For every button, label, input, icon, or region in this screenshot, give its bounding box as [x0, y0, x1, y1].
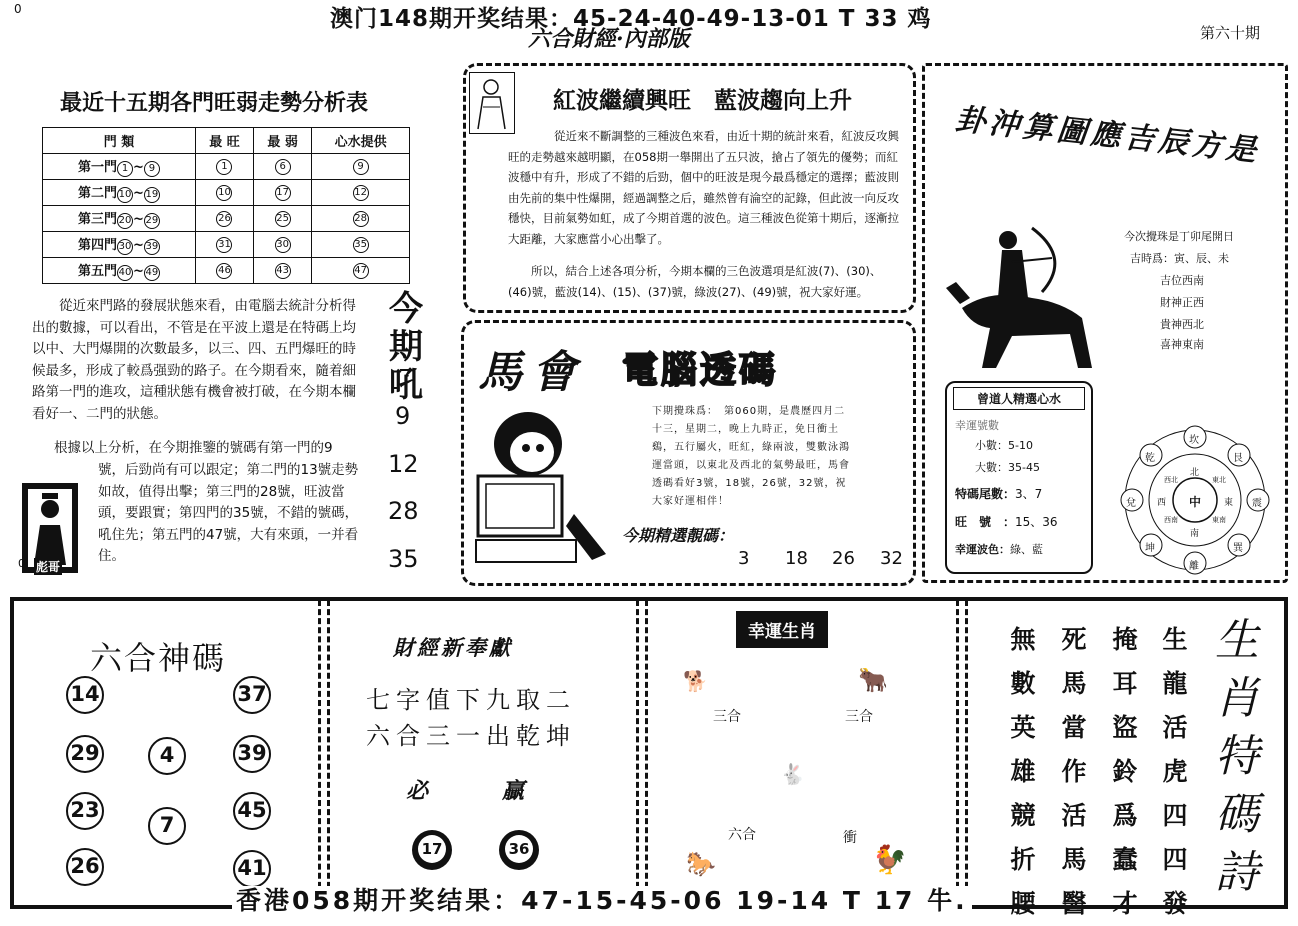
- pick-number: 32: [880, 548, 903, 569]
- tail-label: 特碼尾數：: [955, 487, 1016, 501]
- tail-value: 3、7: [1015, 487, 1043, 501]
- issue-label: 第六十期: [1200, 24, 1261, 42]
- figure-label: 0: [18, 557, 25, 570]
- divider: [636, 600, 648, 906]
- fortune-line: 財神正西: [1160, 296, 1204, 309]
- god-number: 26: [66, 848, 104, 886]
- big-label: 大數：: [975, 461, 1008, 474]
- fortune-line: 吉時爲：寅、辰、未: [1130, 252, 1229, 265]
- pick-label: 今期精選靚碼：: [622, 526, 735, 545]
- lucky-heart-card: [945, 381, 1093, 574]
- computer-text: 下期攪珠爲： 第060期，是農歷四月二十三，星期二，晚上九時正，免日衝土鷄，五行屬火，旺紅，綠兩波，雙數泳鴻運當頭，以東北及西北的氣勢最旺，馬會透碼看好3號，18號，26號，32號，祝大家好運相伴！: [652, 406, 850, 507]
- god-number: 7: [148, 807, 186, 845]
- archer-horse: [942, 218, 1114, 374]
- trend-table: [42, 127, 410, 284]
- bagua-label: 震: [1252, 498, 1262, 509]
- table-row: 第四門 30 ~ 39 31 30 35: [43, 232, 410, 258]
- fortune-line: 今次攪珠是丁卯尾開日: [1124, 230, 1234, 243]
- bagua-dir: 南: [1190, 529, 1200, 539]
- trend-paragraph-1: 從近來門路的發展狀態來看，由電腦去統計分析得出的數據，可以看出，不管是在平波上還是在特碼上均以中、大門爆開的次數最多，以三、四、五門爆旺的時候最多，形成了較爲强勁的路子。在今期看來，隨着細路第一門的進攻，這種狀態有機會被打破，在今期本欄看好一、二門的狀態。: [32, 298, 356, 422]
- col-category: 門 類: [43, 128, 196, 154]
- bagua-label: 巽: [1233, 543, 1243, 554]
- table-row: 第二門 10 ~ 19 10 17 12: [43, 180, 410, 206]
- bagua-center: 中: [1189, 495, 1202, 509]
- bagua-label: 乾: [1145, 453, 1155, 464]
- wave-paragraph-1: 從近來不斷調整的三種波色來看，由近十期的統計來看，紅波反攻興旺的走勢越來越明顯，在058期一舉開出了五只波，搶占了領先的優勢；而紅波穩中有升，形成了不錯的后勁，個中的旺波是現今最爲穩定的選擇；藍波則由先前的集中性爆開，經過調整之后，雖然曾有淪空的記錄，但此波一向反攻穩快，目前氣勢如虹，成了今期首選的波色。這三種波色從第十期后，逐漸拉大距離，大家應當小心出擊了。: [508, 129, 899, 246]
- bagua-label: 離: [1189, 561, 1199, 572]
- table-row: 第五門 40 ~ 49 46 43 47: [43, 258, 410, 284]
- zodiac-dog-icon: 🐕: [683, 669, 708, 693]
- brand-title: 六合財經·內部版: [528, 26, 690, 52]
- zodiac-label: 衝: [843, 830, 857, 846]
- bagua-label: 兌: [1126, 498, 1136, 509]
- trend-title: 最近十五期各門旺弱走勢分析表: [60, 90, 369, 116]
- table-row: 第一門 1 ~ 9 1 6 9: [43, 154, 410, 180]
- top-result-banner: 澳门148期开奖结果：45-24-40-49-13-01 T 33 鸡: [330, 6, 932, 32]
- bottom-result-banner: 香港058期开奖结果：47-15-45-06 19-14 T 17 牛.: [232, 886, 972, 916]
- cartoon-computer: [474, 404, 614, 572]
- finance-bi: 必: [406, 778, 429, 804]
- poem-title: 生肖特碼詩: [1215, 615, 1259, 898]
- zodiac-ox-icon: 🐂: [858, 666, 888, 694]
- god-number: 39: [233, 735, 271, 773]
- shout-number: 9: [395, 402, 411, 430]
- divider: [956, 600, 968, 906]
- bagua-dir: 東北: [1212, 476, 1226, 484]
- finance-line-2: 六合三一出乾坤: [366, 722, 576, 750]
- poem-column: 死馬當作活馬醫: [1061, 625, 1087, 918]
- lucky-number-label: 幸運號數: [955, 419, 999, 432]
- bagua-dir: 西: [1157, 498, 1167, 508]
- computer-title: 電腦透碼: [622, 350, 779, 391]
- zodiac-rabbit-icon: 🐇: [780, 762, 805, 786]
- bagua-dir: 北: [1190, 468, 1200, 478]
- god-number: 41: [233, 850, 271, 888]
- poem-column: 掩耳盜鈴爲蠢才: [1112, 625, 1138, 918]
- figure-stamp-label: 彪哥: [36, 560, 61, 574]
- fortune-line: 吉位西南: [1160, 274, 1204, 287]
- big-value: 35-45: [1008, 461, 1040, 474]
- god-number: 4: [148, 737, 186, 775]
- col-tip: 心水提供: [312, 128, 410, 154]
- computer-brand: 馬會: [478, 347, 586, 398]
- finance-title: 財經新奉獻: [393, 635, 513, 660]
- god-numbers-title: 六合神碼: [90, 639, 227, 677]
- small-label: 小數：: [975, 439, 1008, 452]
- zodiac-horse-icon: 🐎: [686, 850, 716, 878]
- shout-number: 12: [388, 450, 419, 478]
- wave-paragraph-2: 所以，結合上述各項分析，今期本欄的三色波選項是紅波(7)、(30)、(46)號，藍波(14)、(15)、(37)號，綠波(27)、(49)號，祝大家好運。: [508, 264, 882, 299]
- pick-number: 3: [738, 548, 750, 569]
- finance-ying: 贏: [502, 778, 525, 804]
- shout-number: 28: [388, 497, 419, 525]
- hot-label: 旺 號 ：: [955, 515, 1016, 529]
- zodiac-label: 三合: [713, 709, 741, 725]
- divider: [318, 600, 330, 906]
- bagua-dir: 東: [1224, 498, 1234, 508]
- corner-mark: 0: [14, 2, 22, 16]
- zodiac-label: 六合: [728, 827, 756, 843]
- fortune-line: 貴神西北: [1160, 318, 1204, 331]
- finance-line-1: 七字值下九取二: [366, 686, 576, 714]
- color-value: 綠、藍: [1010, 543, 1043, 556]
- god-number: 23: [66, 792, 104, 830]
- bagua-label: 艮: [1233, 453, 1243, 464]
- bagua-label: 坤: [1145, 543, 1155, 554]
- god-number: 14: [66, 676, 104, 714]
- god-number: 37: [233, 676, 271, 714]
- poem-column: 無數英雄競折腰: [1010, 625, 1036, 918]
- today-shout-title: 今期吼: [389, 289, 423, 405]
- god-number: 45: [233, 792, 271, 830]
- god-number: 29: [66, 735, 104, 773]
- trend-paragraph-2: 號，后勁尚有可以跟定；第二門的13號走勢如故，值得出擊；第三門的28號，旺波當頭，要跟實；第四門的35號，不錯的號碼，吼住先；第五門的47號，大有來頭，一并看住。: [98, 462, 359, 564]
- wave-title: 紅波繼續興旺 藍波趨向上升: [553, 88, 852, 114]
- col-min: 最 弱: [254, 128, 312, 154]
- bagua-dir: 西北: [1164, 476, 1178, 484]
- lucky-zodiac-title: 幸運生肖: [736, 611, 828, 648]
- zodiac-rooster-icon: 🐓: [872, 843, 907, 876]
- fortune-title: 卦沖算圖應吉辰方是: [953, 102, 1262, 169]
- shout-number: 35: [388, 545, 419, 573]
- trend-paragraph-2-lead: 根據以上分析，在今期推鑒的號碼有第一門的9: [54, 440, 333, 456]
- hot-value: 15、36: [1015, 515, 1058, 529]
- small-value: 5-10: [1008, 439, 1033, 452]
- bagua-dir: 西南: [1164, 516, 1178, 524]
- col-max: 最 旺: [195, 128, 253, 154]
- table-row: 第三門 20 ~ 29 26 25 28: [43, 206, 410, 232]
- color-label: 幸運波色：: [955, 543, 1010, 556]
- fortune-line: 喜神東南: [1160, 338, 1204, 351]
- poem-column: 生龍活虎四四發: [1162, 625, 1188, 918]
- scholar-figure: [469, 72, 515, 134]
- finance-number: 36: [499, 830, 539, 870]
- zodiac-label: 三合: [845, 709, 873, 725]
- pick-number: 26: [832, 548, 855, 569]
- bagua-diagram: [1120, 425, 1270, 575]
- lucky-heart-title: 曾道人精選心水: [953, 387, 1085, 410]
- pick-number: 18: [785, 548, 808, 569]
- finance-number: 17: [412, 830, 452, 870]
- bagua-dir: 東南: [1212, 516, 1226, 524]
- bagua-label: 坎: [1189, 435, 1199, 446]
